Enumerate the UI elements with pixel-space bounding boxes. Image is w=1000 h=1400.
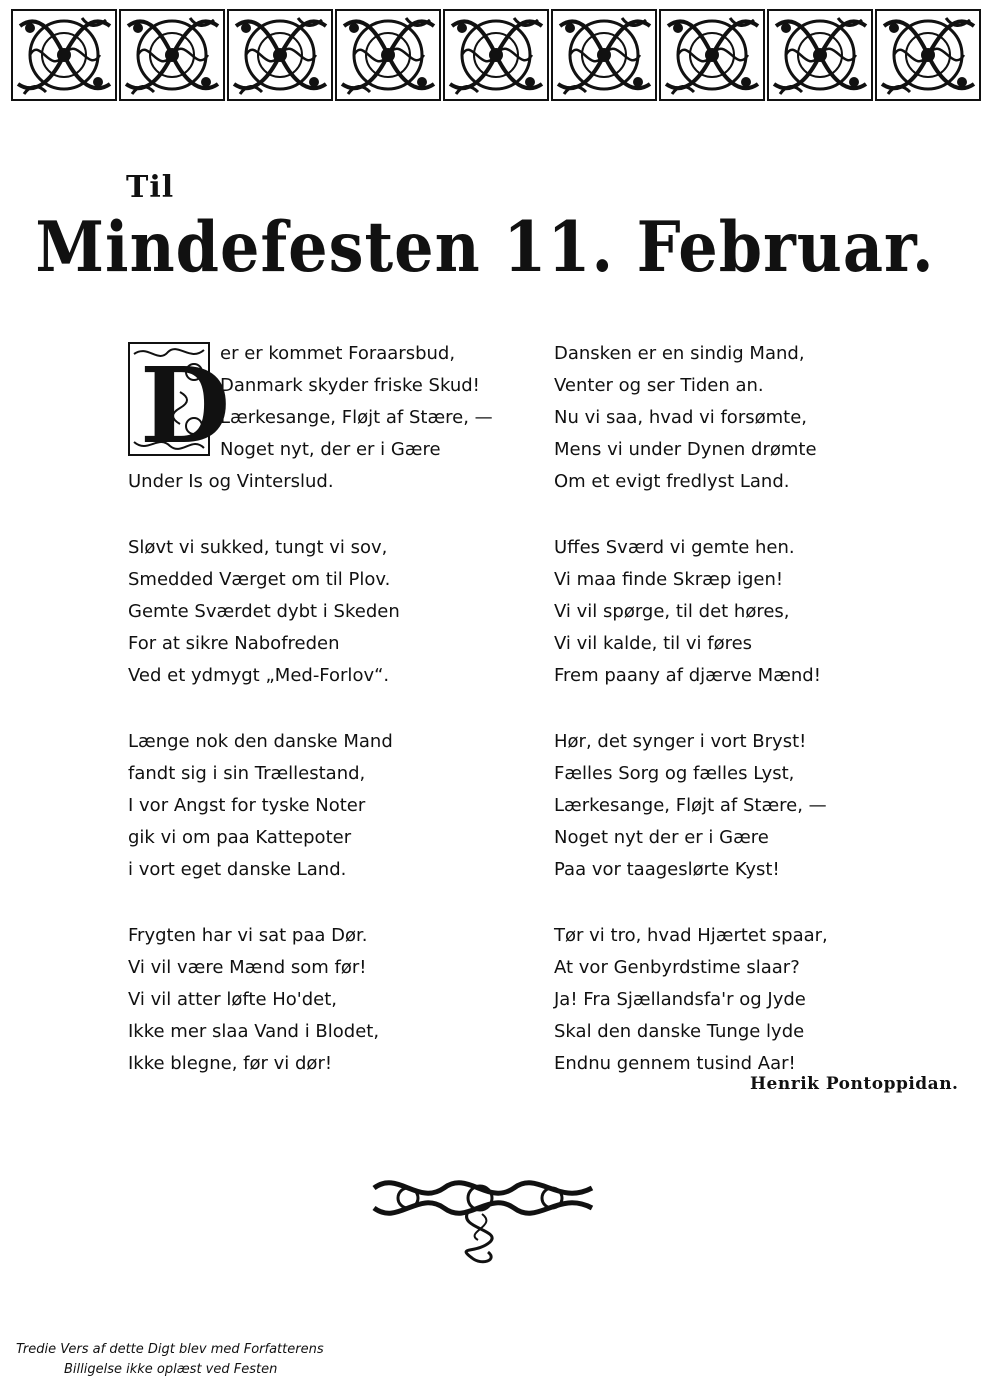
verse-line: Skal den danske Tunge lyde (554, 1021, 805, 1042)
verse-line: i vort eget danske Land. (128, 859, 347, 880)
poem-left-column (128, 338, 528, 1114)
verse-line: I vor Angst for tyske Noter (128, 795, 366, 816)
verse-line: fandt sig i sin Trællestand, (128, 763, 366, 784)
verse-line: Vi vil kalde, til vi føres (554, 633, 753, 654)
verse-line: Nu vi saa, hvad vi forsømte, (554, 407, 807, 428)
stanza (554, 532, 954, 692)
stanza (554, 726, 954, 886)
stanza (128, 726, 528, 886)
verse-line: Endnu gennem tusind Aar! (554, 1053, 796, 1074)
footnote-line: Billigelse ikke oplæst ved Festen (64, 1362, 278, 1377)
verse-line: Ved et ydmygt „Med-Forlov“. (128, 665, 390, 686)
verse-line: Om et evigt fredlyst Land. (554, 471, 790, 492)
verse-line: Vi vil spørge, til det høres, (554, 601, 790, 622)
verse-line: Ja! Fra Sjællandsfa'r og Jyde (554, 989, 806, 1010)
verse-line: Sløvt vi sukked, tungt vi sov, (128, 537, 388, 558)
verse-line: gik vi om paa Kattepoter (128, 827, 352, 848)
verse-line: Frem paany af djærve Mænd! (554, 665, 821, 686)
stanza (554, 338, 954, 498)
verse-line: Noget nyt, der er i Gære (220, 439, 441, 460)
footnote-line: Tredie Vers af dette Digt blev med Forfatterens (16, 1342, 324, 1357)
verse-line: Under Is og Vinterslud. (128, 471, 334, 492)
verse-line: Venter og ser Tiden an. (554, 375, 764, 396)
verse-line: Hør, det synger i vort Bryst! (554, 731, 807, 752)
ornamental-banner (10, 6, 982, 104)
verse-line: Vi maa finde Skræp igen! (554, 569, 784, 590)
verse-line: Mens vi under Dynen drømte (554, 439, 817, 460)
verse-line: Smedded Værget om til Plov. (128, 569, 391, 590)
verse-line: Lærkesange, Fløjt af Stære, — (554, 795, 827, 816)
verse-line: Vi vil være Mænd som før! (128, 957, 367, 978)
verse-line: Vi vil atter løfte Ho'det, (128, 989, 338, 1010)
verse-line: Noget nyt der er i Gære (554, 827, 769, 848)
page-title: Mindefesten 11. Februar. (35, 206, 935, 288)
verse-line: Lærkesange, Fløjt af Stære, — (220, 407, 493, 428)
verse-line: Frygten har vi sat paa Dør. (128, 925, 368, 946)
tailpiece-ornament (368, 1168, 598, 1272)
verse-line: Gemte Sværdet dybt i Skeden (128, 601, 400, 622)
drop-cap-letter: D (140, 344, 231, 467)
verse-line: At vor Genbyrdstime slaar? (554, 957, 800, 978)
poem-right-column (554, 338, 954, 1114)
pre-title: Til (126, 170, 175, 205)
drop-cap-ornament (128, 342, 231, 467)
author-signature: Henrik Pontoppidan. (750, 1074, 959, 1094)
verse-line: Paa vor taageslørte Kyst! (554, 859, 780, 880)
verse-line: Længe nok den danske Mand (128, 731, 393, 752)
verse-line: Uffes Sværd vi gemte hen. (554, 537, 795, 558)
verse-line: For at sikre Nabofreden (128, 633, 340, 654)
stanza (128, 920, 528, 1080)
verse-line: Danmark skyder friske Skud! (220, 375, 480, 396)
verse-line: er er kommet Foraarsbud, (220, 343, 456, 364)
verse-line: Fælles Sorg og fælles Lyst, (554, 763, 795, 784)
verse-line: Ikke blegne, før vi dør! (128, 1053, 333, 1074)
verse-line: Dansken er en sindig Mand, (554, 343, 805, 364)
verse-line: Ikke mer slaa Vand i Blodet, (128, 1021, 380, 1042)
stanza (128, 532, 528, 692)
stanza (554, 920, 954, 1080)
footnote (16, 1340, 324, 1380)
verse-line: Tør vi tro, hvad Hjærtet spaar, (554, 925, 828, 946)
